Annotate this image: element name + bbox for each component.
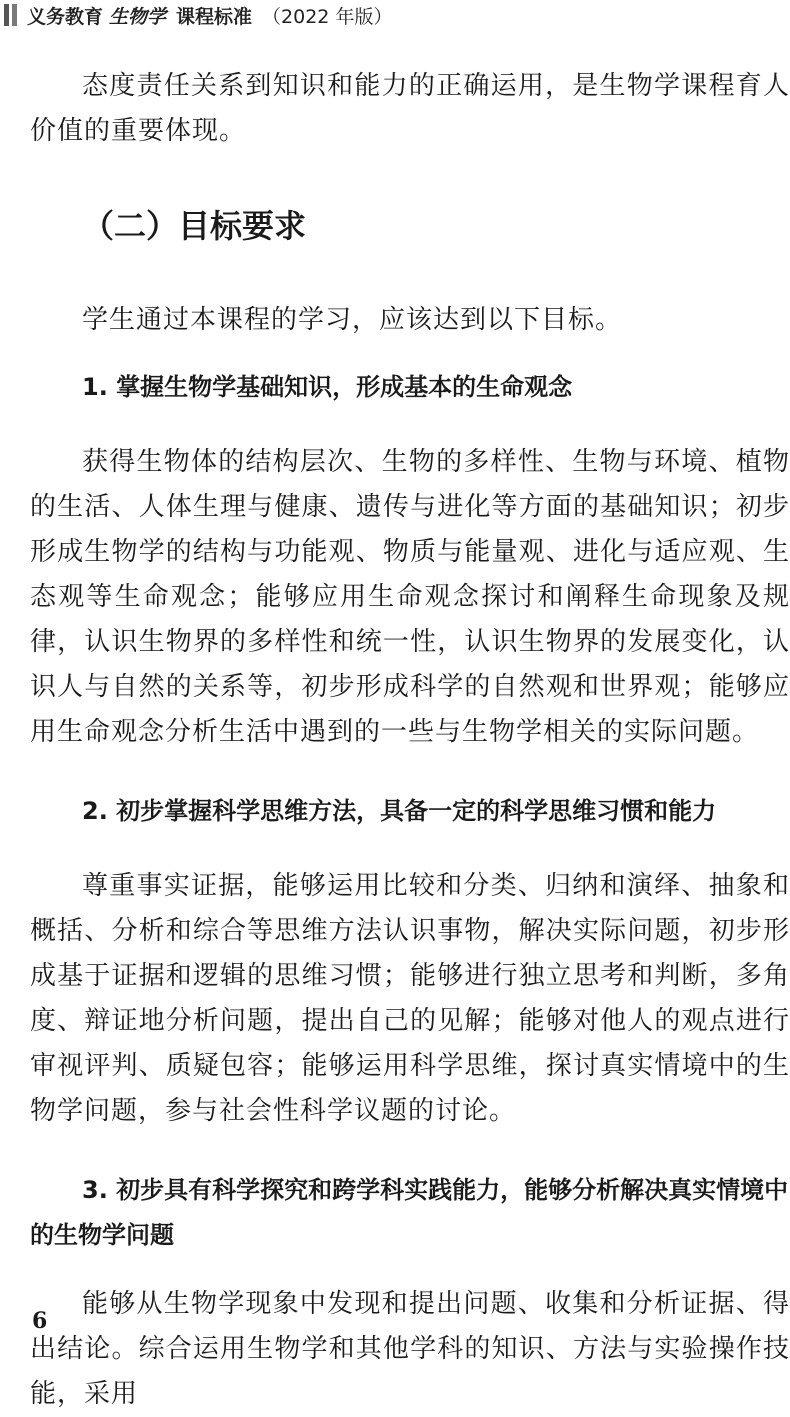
goal-text-2: 尊重事实证据，能够运用比较和分类、归纳和演绎、抽象和概括、分析和综合等思维方法认识事物，解决实际问题，初步形成基于证据和逻辑的思维习惯；能够进行独立思考和判断，多角度、辩证地分析问题，提出自己的见解；能够对他人的观点进行审视评判、质疑包容；能够运用科学思维，探讨真实情境中的生物学问题，参与社会性科学议题的讨论。 xyxy=(30,871,790,1126)
header-text xyxy=(27,2,392,29)
header-doc: 课程标准 xyxy=(176,5,253,28)
goal-text-3: 能够从生物学现象中发现和提出问题、收集和分析证据、得出结论。综合运用生物学和其他学科的知识、方法与实验操作技能，采用 xyxy=(30,1289,790,1409)
page-number: 6 xyxy=(32,1308,48,1334)
header-bar xyxy=(4,4,9,26)
section-title: （二）目标要求 xyxy=(82,207,307,245)
header-bar xyxy=(12,4,17,26)
goal-heading-1: 1. 掌握生物学基础知识，形成基本的生命观念 xyxy=(82,373,573,401)
goal-text-1: 获得生物体的结构层次、生物的多样性、生物与环境、植物的生活、人体生理与健康、遗传与进化等方面的基础知识；初步形成生物学的结构与功能观、物质与能量观、进化与适应观、生态观等生命观念；能够应用生命观念探讨和阐释生命现象及规律，认识生物界的多样性和统一性，认识生物界的发展变化，认识人与自然的关系等，初步形成科学的自然观和世界观；能够应用生命观念分析生活中遇到的一些与生物学相关的实际问题。 xyxy=(30,447,790,747)
running-header xyxy=(0,0,790,30)
opening-paragraph: 态度责任关系到知识和能力的正确运用，是生物学课程育人价值的重要体现。 xyxy=(30,71,790,146)
header-title: 义务教育 xyxy=(27,5,104,28)
header-edition: （2022 年版） xyxy=(262,5,393,28)
goal-heading-3: 3. 初步具有科学探究和跨学科实践能力，能够分析解决真实情境中的生物学问题 xyxy=(30,1176,789,1249)
intro-paragraph: 学生通过本课程的学习，应该达到以下目标。 xyxy=(82,305,623,335)
header-subject: 生物学 xyxy=(109,5,167,28)
page-body xyxy=(30,64,790,1417)
goal-heading-2: 2. 初步掌握科学思维方法，具备一定的科学思维习惯和能力 xyxy=(82,797,717,825)
header-bars-decoration xyxy=(4,4,17,26)
